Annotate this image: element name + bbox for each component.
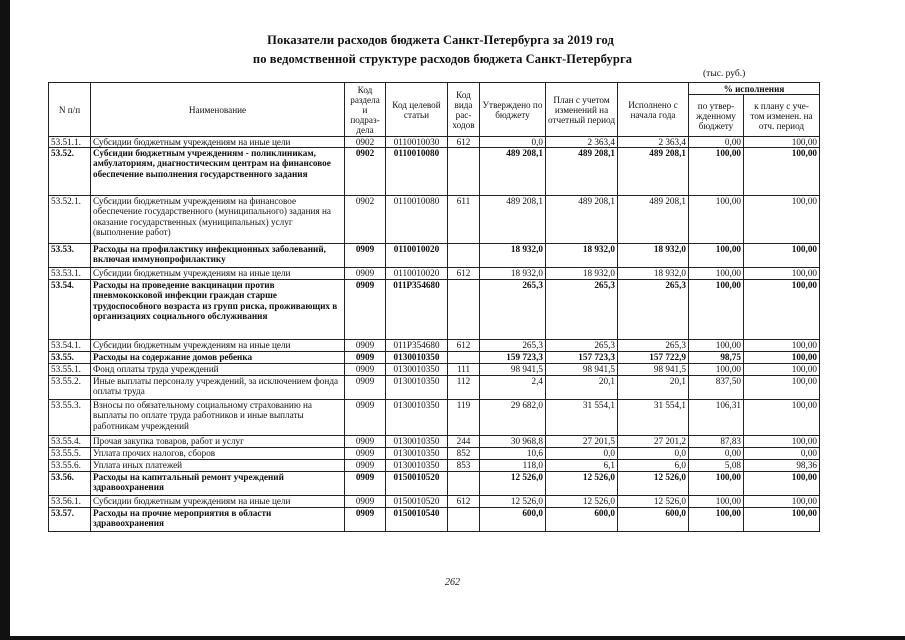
row-pct-utv: 98,75 [689, 352, 744, 364]
row-razdel: 0909 [345, 496, 386, 508]
table-row [49, 280, 820, 340]
row-pct-utv: 87,83 [689, 436, 744, 448]
row-vid: 853 [448, 460, 480, 472]
row-name: Расходы на проведение вакцинации против пневмококковой инфекции граждан старше трудоспособного возраста из групп риска, проживающих в организациях социального обслуживания [91, 280, 345, 340]
table-body [49, 137, 820, 532]
header-pct-group: % исполнения [689, 83, 820, 95]
row-num: 53.54.1. [49, 340, 91, 352]
row-celevaya: 0130010350 [386, 352, 448, 364]
table-row [49, 137, 820, 148]
row-vid [448, 508, 480, 532]
row-utv: 12 526,0 [480, 472, 546, 496]
header-pct-plan: к плану с уче- том изменен. на отч. период [744, 95, 820, 137]
row-plan: 489 208,1 [546, 148, 618, 196]
row-plan: 0,0 [546, 448, 618, 460]
row-plan: 600,0 [546, 508, 618, 532]
table-row [49, 460, 820, 472]
row-utv: 600,0 [480, 508, 546, 532]
row-name: Иные выплаты персоналу учреждений, за исключением фонда оплаты труда [91, 376, 345, 400]
row-ispoln: 600,0 [618, 508, 689, 532]
row-pct-plan: 100,00 [744, 196, 820, 244]
row-pct-plan: 100,00 [744, 268, 820, 280]
row-num: 53.55.1. [49, 364, 91, 376]
row-utv: 2,4 [480, 376, 546, 400]
row-ispoln: 157 722,9 [618, 352, 689, 364]
row-pct-plan: 98,36 [744, 460, 820, 472]
row-razdel: 0909 [345, 400, 386, 436]
header-celevaya: Код целевой статьи [386, 83, 448, 137]
row-celevaya: 0110010080 [386, 148, 448, 196]
units-label: (тыс. руб.) [703, 69, 746, 79]
row-utv: 489 208,1 [480, 148, 546, 196]
row-razdel: 0902 [345, 196, 386, 244]
row-name: Субсидии бюджетным учреждениям - поликлиникам, амбулаториям, диагностическим центрам на финансовое обеспечение выполнения государственного задания [91, 148, 345, 196]
table-row [49, 148, 820, 196]
row-razdel: 0909 [345, 364, 386, 376]
row-ispoln: 18 932,0 [618, 268, 689, 280]
row-pct-plan: 100,00 [744, 244, 820, 268]
table-row [49, 472, 820, 496]
row-pct-utv: 100,00 [689, 508, 744, 532]
row-celevaya: 0130010350 [386, 376, 448, 400]
row-name: Уплата прочих налогов, сборов [91, 448, 345, 460]
row-num: 53.53. [49, 244, 91, 268]
table-row [49, 376, 820, 400]
row-pct-utv: 100,00 [689, 196, 744, 244]
document-title: Показатели расходов бюджета Санкт-Петербурга за 2019 год [267, 33, 614, 47]
table-row [49, 448, 820, 460]
row-razdel: 0909 [345, 352, 386, 364]
row-plan: 20,1 [546, 376, 618, 400]
row-pct-plan: 100,00 [744, 148, 820, 196]
row-vid: 612 [448, 137, 480, 148]
header-vid: Код вида рас- ходов [448, 83, 480, 137]
row-num: 53.52. [49, 148, 91, 196]
row-num: 53.55.5. [49, 448, 91, 460]
table-row [49, 268, 820, 280]
row-plan: 18 932,0 [546, 244, 618, 268]
row-pct-utv: 100,00 [689, 340, 744, 352]
row-plan: 12 526,0 [546, 472, 618, 496]
row-vid: 612 [448, 496, 480, 508]
row-razdel: 0909 [345, 376, 386, 400]
table-row [49, 496, 820, 508]
row-num: 53.51.1. [49, 137, 91, 148]
row-pct-utv: 0,00 [689, 137, 744, 148]
row-pct-utv: 837,50 [689, 376, 744, 400]
row-pct-plan: 0,00 [744, 448, 820, 460]
row-utv: 18 932,0 [480, 268, 546, 280]
row-plan: 265,3 [546, 340, 618, 352]
row-vid: 111 [448, 364, 480, 376]
row-vid [448, 148, 480, 196]
row-plan: 27 201,5 [546, 436, 618, 448]
row-ispoln: 27 201,2 [618, 436, 689, 448]
row-pct-utv: 100,00 [689, 364, 744, 376]
row-razdel: 0909 [345, 244, 386, 268]
row-pct-utv: 100,00 [689, 280, 744, 340]
row-razdel: 0909 [345, 340, 386, 352]
row-pct-utv: 100,00 [689, 496, 744, 508]
row-pct-plan: 100,00 [744, 352, 820, 364]
row-utv: 159 723,3 [480, 352, 546, 364]
table-row [49, 436, 820, 448]
row-utv: 265,3 [480, 280, 546, 340]
row-celevaya: 0150010540 [386, 508, 448, 532]
header-utv: Утверждено по бюджету [480, 83, 546, 137]
row-razdel: 0909 [345, 508, 386, 532]
row-celevaya: 0150010520 [386, 496, 448, 508]
row-vid: 611 [448, 196, 480, 244]
row-num: 53.52.1. [49, 196, 91, 244]
row-celevaya: 0150010520 [386, 472, 448, 496]
row-name: Субсидии бюджетным учреждениям на иные цели [91, 268, 345, 280]
scan-edge-left [0, 0, 10, 640]
row-ispoln: 265,3 [618, 280, 689, 340]
row-name: Расходы на капитальный ремонт учреждений здравоохранения [91, 472, 345, 496]
row-razdel: 0909 [345, 460, 386, 472]
row-ispoln: 20,1 [618, 376, 689, 400]
row-plan: 12 526,0 [546, 496, 618, 508]
row-celevaya: 0110010020 [386, 268, 448, 280]
document-subtitle: по ведомственной структуре расходов бюджета Санкт-Петербурга [252, 52, 633, 66]
row-num: 53.56. [49, 472, 91, 496]
table-row [49, 352, 820, 364]
row-vid [448, 352, 480, 364]
row-vid: 612 [448, 268, 480, 280]
row-pct-plan: 100,00 [744, 376, 820, 400]
row-vid: 112 [448, 376, 480, 400]
row-pct-plan: 100,00 [744, 340, 820, 352]
row-vid [448, 244, 480, 268]
row-utv: 18 932,0 [480, 244, 546, 268]
scan-edge-bottom [0, 636, 905, 640]
row-pct-utv: 106,31 [689, 400, 744, 436]
table-row [49, 364, 820, 376]
row-num: 53.55.6. [49, 460, 91, 472]
row-pct-plan: 100,00 [744, 137, 820, 148]
row-pct-plan: 100,00 [744, 280, 820, 340]
row-name: Взносы по обязательному социальному страхованию на выплаты по оплате труда работников и иные выплаты работникам учреждений [91, 400, 345, 436]
row-plan: 157 723,3 [546, 352, 618, 364]
row-num: 53.53.1. [49, 268, 91, 280]
row-celevaya: 011P354680 [386, 340, 448, 352]
row-razdel: 0909 [345, 280, 386, 340]
row-razdel: 0902 [345, 148, 386, 196]
budget-table [48, 82, 820, 532]
row-celevaya: 011P354680 [386, 280, 448, 340]
row-vid: 612 [448, 340, 480, 352]
row-pct-utv: 0,00 [689, 448, 744, 460]
row-num: 53.57. [49, 508, 91, 532]
row-ispoln: 489 208,1 [618, 148, 689, 196]
row-name: Расходы на прочие мероприятия в области здравоохранения [91, 508, 345, 532]
row-utv: 12 526,0 [480, 496, 546, 508]
row-plan: 31 554,1 [546, 400, 618, 436]
row-utv: 118,0 [480, 460, 546, 472]
header-plan: План с учетом изменений на отчетный период [546, 83, 618, 137]
row-razdel: 0909 [345, 268, 386, 280]
row-pct-utv: 100,00 [689, 148, 744, 196]
row-celevaya: 0110010020 [386, 244, 448, 268]
row-utv: 98 941,5 [480, 364, 546, 376]
header-name: Наименование [91, 83, 345, 137]
row-celevaya: 0110010080 [386, 196, 448, 244]
row-celevaya: 0130010350 [386, 364, 448, 376]
row-celevaya: 0130010350 [386, 436, 448, 448]
row-name: Субсидии бюджетным учреждениям на иные цели [91, 496, 345, 508]
row-celevaya: 0130010350 [386, 400, 448, 436]
table-row [49, 244, 820, 268]
row-name: Субсидии бюджетным учреждениям на иные цели [91, 340, 345, 352]
row-num: 53.55.3. [49, 400, 91, 436]
page-number: 262 [445, 577, 460, 588]
row-name: Прочая закупка товаров, работ и услуг [91, 436, 345, 448]
row-pct-utv: 100,00 [689, 472, 744, 496]
row-name: Фонд оплаты труда учреждений [91, 364, 345, 376]
row-ispoln: 31 554,1 [618, 400, 689, 436]
row-vid: 244 [448, 436, 480, 448]
row-num: 53.55.4. [49, 436, 91, 448]
row-pct-plan: 100,00 [744, 400, 820, 436]
row-pct-utv: 100,00 [689, 244, 744, 268]
row-celevaya: 0130010350 [386, 460, 448, 472]
row-vid: 119 [448, 400, 480, 436]
row-pct-plan: 100,00 [744, 496, 820, 508]
row-pct-utv: 5,08 [689, 460, 744, 472]
header-ispoln: Исполнено с начала года [618, 83, 689, 137]
table-row [49, 196, 820, 244]
row-ispoln: 489 208,1 [618, 196, 689, 244]
row-ispoln: 18 932,0 [618, 244, 689, 268]
row-plan: 2 363,4 [546, 137, 618, 148]
row-plan: 489 208,1 [546, 196, 618, 244]
row-ispoln: 265,3 [618, 340, 689, 352]
row-razdel: 0909 [345, 472, 386, 496]
row-pct-plan: 100,00 [744, 508, 820, 532]
row-plan: 98 941,5 [546, 364, 618, 376]
row-num: 53.56.1. [49, 496, 91, 508]
row-pct-plan: 100,00 [744, 364, 820, 376]
row-razdel: 0902 [345, 137, 386, 148]
table-row [49, 340, 820, 352]
table-row [49, 508, 820, 532]
row-plan: 6,1 [546, 460, 618, 472]
row-utv: 0,0 [480, 137, 546, 148]
row-plan: 18 932,0 [546, 268, 618, 280]
header-razdel: Код раздела и подраз- дела [345, 83, 386, 137]
row-pct-plan: 100,00 [744, 436, 820, 448]
row-ispoln: 0,0 [618, 448, 689, 460]
row-ispoln: 2 363,4 [618, 137, 689, 148]
row-ispoln: 12 526,0 [618, 496, 689, 508]
row-utv: 30 968,8 [480, 436, 546, 448]
row-vid: 852 [448, 448, 480, 460]
row-ispoln: 12 526,0 [618, 472, 689, 496]
row-utv: 489 208,1 [480, 196, 546, 244]
row-name: Субсидии бюджетным учреждениям на финансовое обеспечение государственного (муниципального) задания на оказание государственных (муниципальных) услуг (выполнение работ) [91, 196, 345, 244]
row-num: 53.55. [49, 352, 91, 364]
row-name: Расходы на содержание домов ребенка [91, 352, 345, 364]
row-razdel: 0909 [345, 448, 386, 460]
row-razdel: 0909 [345, 436, 386, 448]
row-num: 53.54. [49, 280, 91, 340]
header-pct-utv: по утвер- жденному бюджету [689, 95, 744, 137]
row-utv: 10,6 [480, 448, 546, 460]
row-plan: 265,3 [546, 280, 618, 340]
row-num: 53.55.2. [49, 376, 91, 400]
row-name: Уплата иных платежей [91, 460, 345, 472]
row-ispoln: 6,0 [618, 460, 689, 472]
row-vid [448, 472, 480, 496]
row-celevaya: 0130010350 [386, 448, 448, 460]
row-vid [448, 280, 480, 340]
row-name: Субсидии бюджетным учреждениям на иные цели [91, 137, 345, 148]
row-ispoln: 98 941,5 [618, 364, 689, 376]
row-name: Расходы на профилактику инфекционных заболеваний, включая иммунопрофилактику [91, 244, 345, 268]
row-celevaya: 0110010030 [386, 137, 448, 148]
row-utv: 29 682,0 [480, 400, 546, 436]
row-pct-utv: 100,00 [689, 268, 744, 280]
header-num: N п/п [49, 83, 91, 137]
row-utv: 265,3 [480, 340, 546, 352]
table-row [49, 400, 820, 436]
row-pct-plan: 100,00 [744, 472, 820, 496]
